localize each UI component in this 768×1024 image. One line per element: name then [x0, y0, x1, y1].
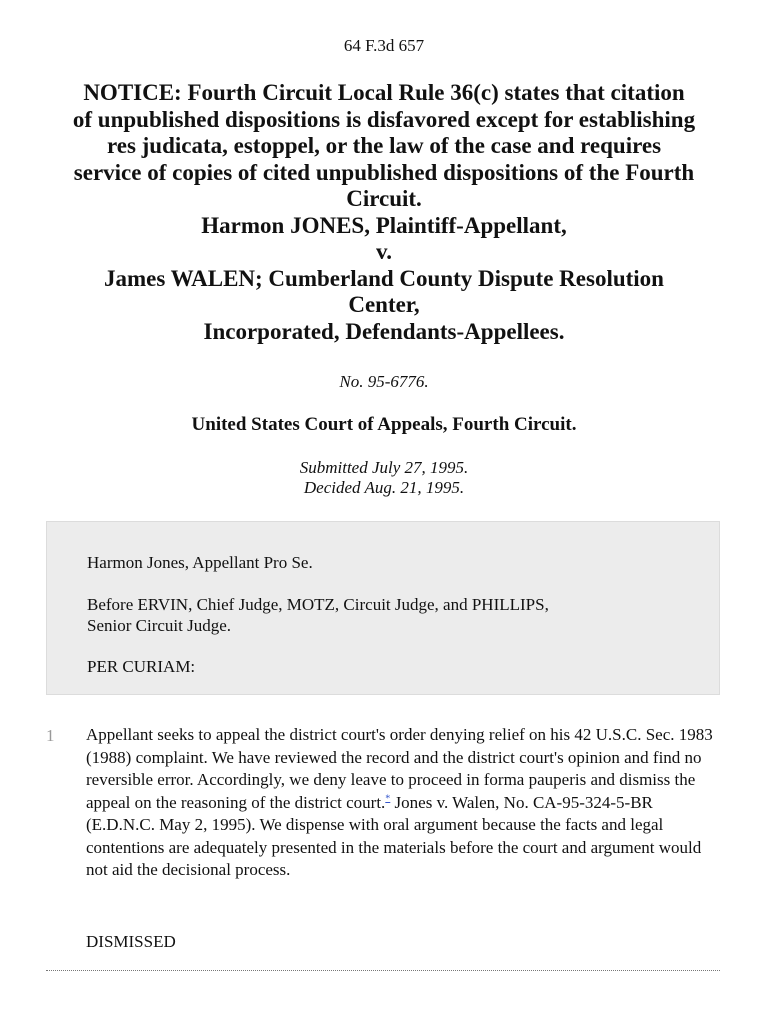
dates: [0, 458, 768, 498]
docket-number: No. 95-6776.: [339, 372, 429, 391]
title-line: Incorporated, Defendants-Appellees.: [203, 318, 565, 344]
paragraph-number: 1: [46, 726, 55, 745]
title-line: Harmon JONES, Plaintiff-Appellant,: [201, 212, 567, 238]
per-curiam: PER CURIAM:: [87, 657, 196, 676]
decided-date: Decided Aug. 21, 1995.: [303, 478, 465, 497]
disposition: DISMISSED: [86, 932, 176, 951]
case-title: [40, 80, 728, 345]
submitted-date: Submitted July 27, 1995.: [299, 458, 469, 477]
dotted-divider: [46, 970, 720, 971]
opinion-paragraph: [86, 724, 726, 882]
footnote-link[interactable]: *: [385, 792, 391, 804]
counsel: Harmon Jones, Appellant Pro Se.: [87, 553, 313, 572]
paragraph-text-after-footnote: Jones v. Walen, No. CA-95-324-5-BR (E.D.N.C. May 2, 1995). We dispense with oral argument because the facts and legal contentions are adequately presented in the materials before the court and argument would not aid the decisional process.: [86, 792, 702, 879]
court-name: United States Court of Appeals, Fourth Circuit.: [191, 414, 577, 435]
citation: 64 F.3d 657: [343, 36, 425, 55]
judges-line-1: Before ERVIN, Chief Judge, MOTZ, Circuit Judge, and PHILLIPS,: [87, 595, 549, 614]
judges-line-2: Senior Circuit Judge.: [87, 616, 232, 635]
title-line: Circuit.: [346, 186, 422, 211]
title-line: service of copies of cited unpublished dispositions of the Fourth: [73, 159, 695, 185]
title-line: NOTICE: Fourth Circuit Local Rule 36(c) states that citation: [83, 80, 685, 105]
paragraph-text-before-footnote: Appellant seeks to appeal the district court's order denying relief on his 42 U.S.C. Sec. 1983 (1988) complaint. We have reviewed the record and the district court's opinion and find no reversible error. Accordingly, we deny leave to proceed in forma pauperis and dismiss the appeal on the reasoning of the district court.: [86, 725, 713, 812]
title-line: of unpublished dispositions is disfavored except for establishing: [72, 106, 696, 132]
counsel-box: [46, 521, 720, 695]
title-line: James WALEN; Cumberland County Dispute Resolution: [104, 265, 664, 291]
title-line: Center,: [348, 292, 420, 317]
title-line: v.: [376, 239, 392, 264]
title-line: res judicata, estoppel, or the law of the case and requires: [106, 133, 662, 158]
